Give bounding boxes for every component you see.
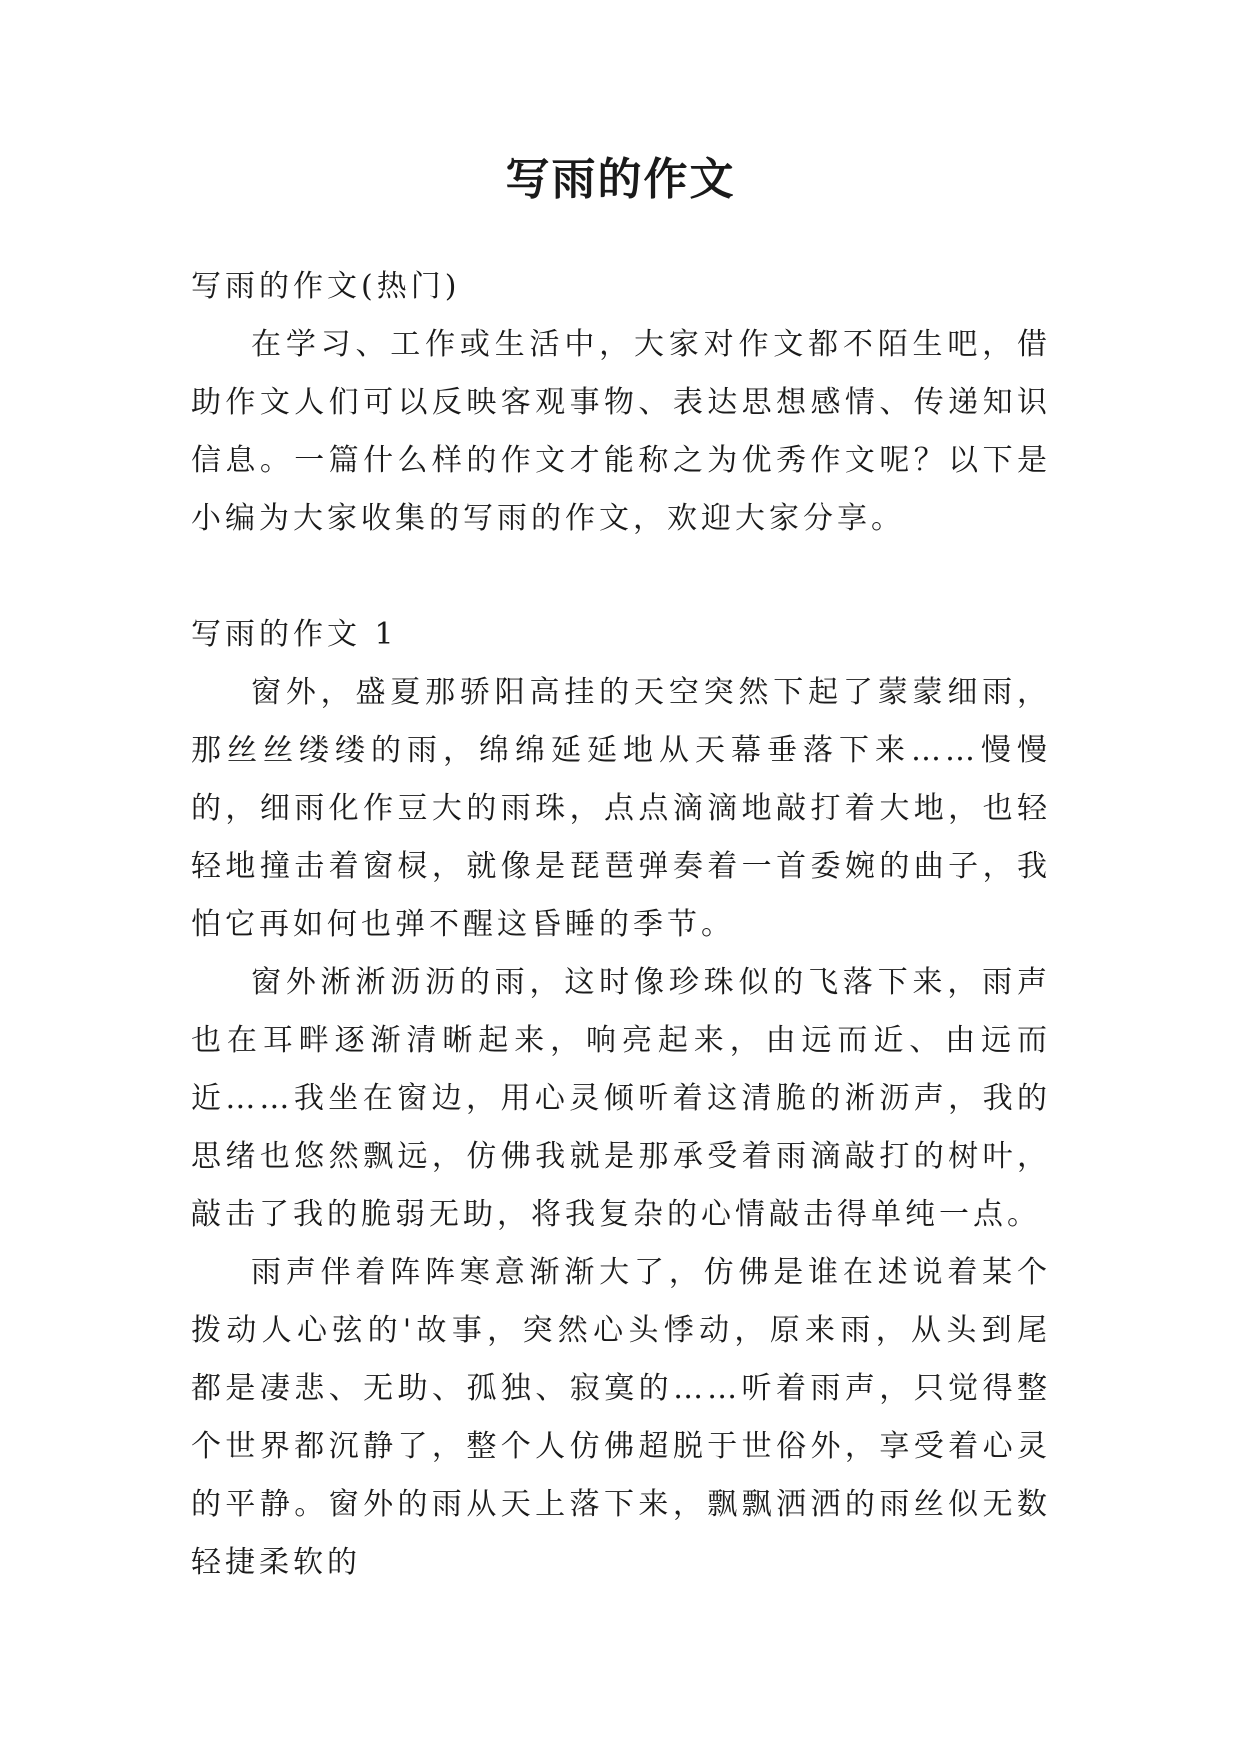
body-paragraph: 窗外，盛夏那骄阳高挂的天空突然下起了蒙蒙细雨，那丝丝缕缕的雨，绵绵延延地从天幕垂落下来……慢慢的，细雨化作豆大的雨珠，点点滴滴地敲打着大地，也轻轻地撞击着窗棂，就像是琵琶弹奏着一首委婉的曲子，我怕它再如何也弹不醒这昏睡的季节。 — [191, 675, 1051, 942]
document-subtitle: 写雨的作文(热门) — [191, 269, 461, 304]
body-paragraph: 雨声伴着阵阵寒意渐渐大了，仿佛是谁在述说着某个拨动人心弦的'故事，突然心头悸动，原来雨，从头到尾都是凄悲、无助、孤独、寂寞的……听着雨声，只觉得整个世界都沉静了，整个人仿佛超脱于世俗外，享受着心灵的平静。窗外的雨从天上落下来，飘飘洒洒的雨丝似无数轻捷柔软的 — [191, 1255, 1051, 1580]
section-heading: 写雨的作文 1 — [191, 617, 398, 652]
intro-paragraph: 在学习、工作或生活中，大家对作文都不陌生吧，借助作文人们可以反映客观事物、表达思想感情、传递知识信息。一篇什么样的作文才能称之为优秀作文呢？以下是小编为大家收集的写雨的作文，欢迎大家分享。 — [191, 327, 1051, 536]
body-paragraph: 窗外淅淅沥沥的雨，这时像珍珠似的飞落下来，雨声也在耳畔逐渐清晰起来，响亮起来，由远而近、由远而近……我坐在窗边，用心灵倾听着这清脆的淅沥声，我的思绪也悠然飘远，仿佛我就是那承受着雨滴敲打的树叶，敲击了我的脆弱无助，将我复杂的心情敲击得单纯一点。 — [191, 965, 1051, 1232]
document-body — [191, 258, 1051, 1592]
document-title: 写雨的作文 — [505, 154, 736, 205]
